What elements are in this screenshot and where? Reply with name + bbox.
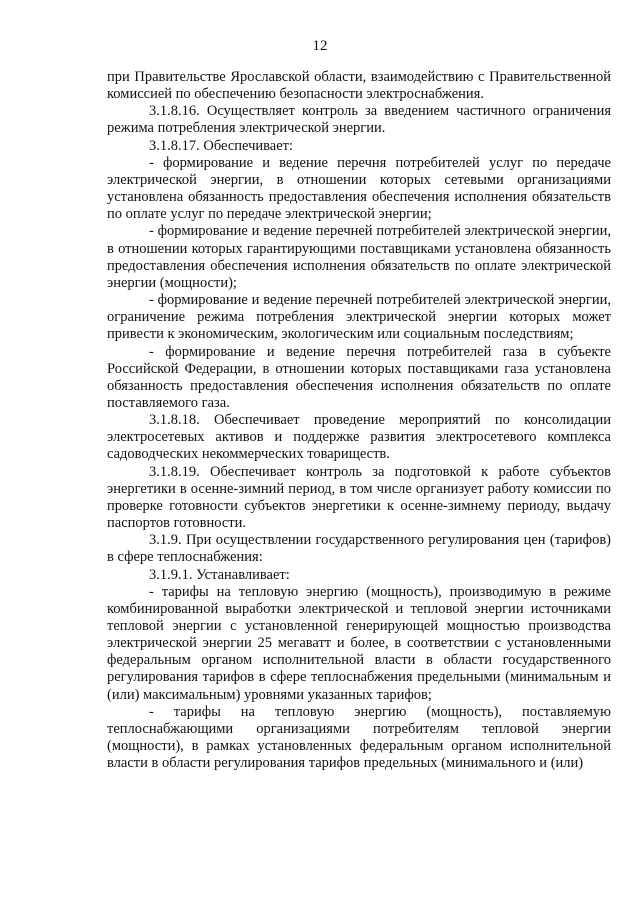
list-item: - формирование и ведение перечней потребителей электрической энергии, ограничение режима потребления электрической энергии которых может привести к экономическим, экологическим или социальным последствиям; <box>107 292 611 343</box>
paragraph: 3.1.8.17. Обеспечивает: <box>149 137 294 154</box>
page-number: 12 <box>312 38 328 54</box>
paragraph: 3.1.9.1. Устанавливает: <box>149 566 290 583</box>
document-body <box>107 69 611 772</box>
paragraph: 3.1.8.18. Обеспечивает проведение мероприятий по консолидации электросетевых активов и поддержке развития электросетевого комплекса садоводческих некоммерческих товариществ. <box>107 412 611 463</box>
list-item: - тарифы на тепловую энергию (мощность), поставляемую теплоснабжающими организациями потребителям тепловой энергии (мощности), в рамках установленных федеральным органом исполнительной власти в области регулирования тарифов предельных (минимального и (или) <box>107 703 611 772</box>
list-item: - формирование и ведение перечня потребителей услуг по передаче электрической энергии, в отношении которых сетевыми организациями установлена обязанность предоставления обеспечения исполнения обязательств по оплате услуг по передаче электрической энергии; <box>107 154 611 223</box>
paragraph: 3.1.8.19. Обеспечивает контроль за подготовкой к работе субъектов энергетики в осенне-зимний период, в том числе организует работу комиссии по проверке готовности субъектов энергетики к осенне-зимнему периоду, выдачу паспортов готовности. <box>107 463 611 532</box>
paragraph: 3.1.9. При осуществлении государственного регулирования цен (тарифов) в сфере теплоснабжения: <box>107 532 611 566</box>
list-item: - формирование и ведение перечня потребителей газа в субъекте Российской Федерации, в отношении которых поставщиками газа установлена обязанность предоставления обеспечения исполнения обязательств по оплате поставляемого газа. <box>107 343 611 411</box>
paragraph: при Правительстве Ярославской области, взаимодействию с Правительственной комиссией по обеспечению безопасности электроснабжения. <box>107 69 611 103</box>
list-item: - тарифы на тепловую энергию (мощность), производимую в режиме комбинированной выработки электрической и тепловой энергии источниками тепловой энергии с установленной генерирующей мощностью производства электрической энергии 25 мегаватт и более, в соответствии с установленными федеральным органом исполнительной власти в области государственного регулирования тарифов в сфере теплоснабжения предельными (минимальным и (или) максимальным) уровнями указанных тарифов; <box>107 583 611 703</box>
list-item: - формирование и ведение перечней потребителей электрической энергии, в отношении которых гарантирующими поставщиками установлена обязанность предоставления обеспечения исполнения обязательств по оплате электрической энергии (мощности); <box>107 223 611 291</box>
paragraph: 3.1.8.16. Осуществляет контроль за введением частичного ограничения режима потребления электрической энергии. <box>107 103 611 137</box>
